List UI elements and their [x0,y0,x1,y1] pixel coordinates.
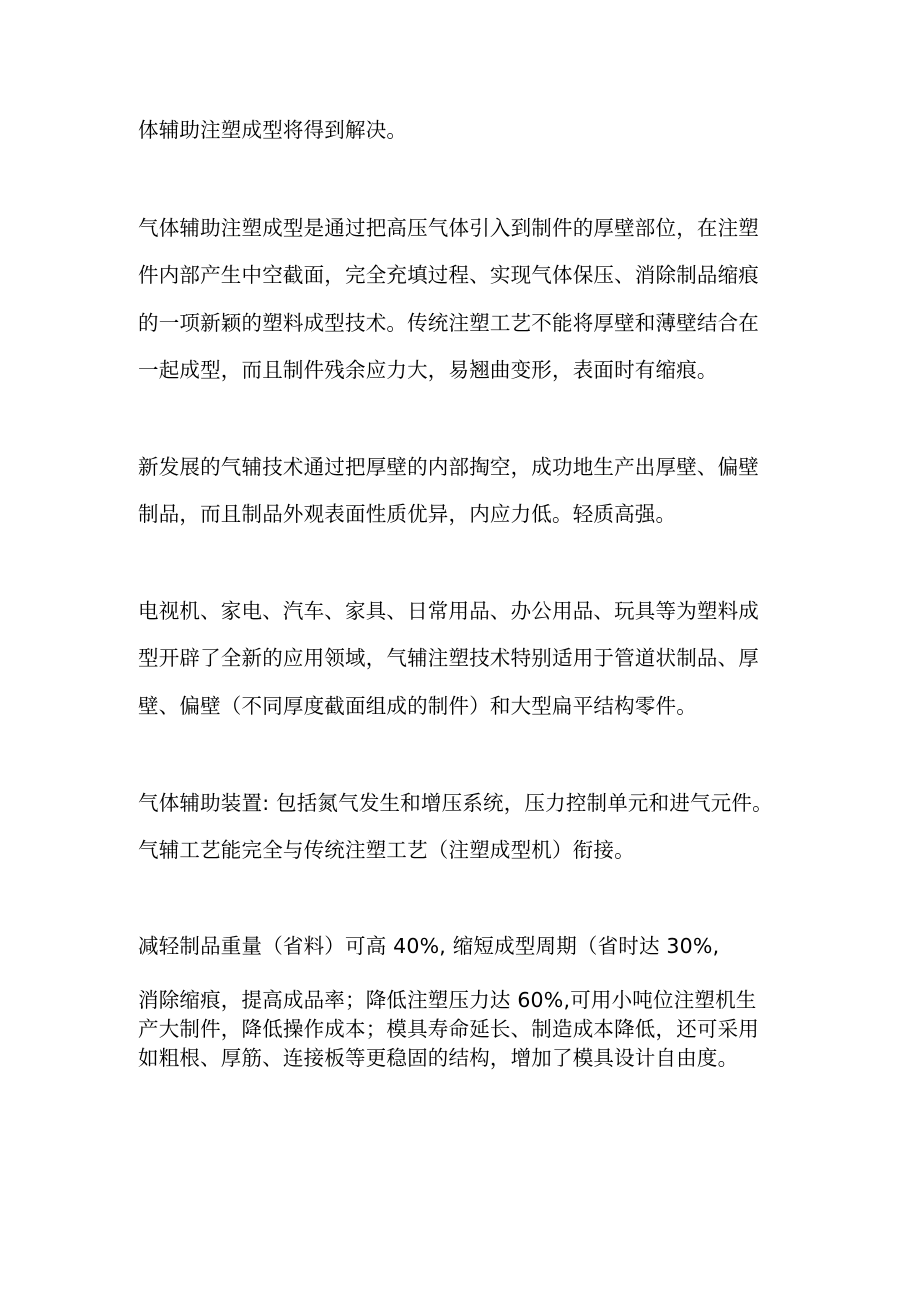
paragraph-5-line-2: 气辅工艺能完全与传统注塑工艺（注塑成型机）衔接。 [138,838,635,862]
paragraph-1-line-1: 体辅助注塑成型将得到解决。 [138,118,408,142]
paragraph-6-line-1: 减轻制品重量（省料）可高 40%, 缩短成型周期（省时达 30%, [138,934,720,958]
paragraph-4-line-1: 电视机、家电、汽车、家具、日常用品、办公用品、玩具等为塑料成 [138,599,759,623]
paragraph-4-line-2: 型开辟了全新的应用领域，气辅注塑技术特别适用于管道状制品、厚 [138,646,759,670]
paragraph-4-line-3: 壁、偏壁（不同厚度截面组成的制件）和大型扁平结构零件。 [138,694,697,718]
paragraph-5-line-1: 气体辅助装置: 包括氮气发生和增压系统，压力控制单元和进气元件。 [138,791,773,815]
paragraph-3-line-1: 新发展的气辅技术通过把厚壁的内部掏空，成功地生产出厚壁、偏壁 [138,455,759,479]
paragraph-7-line-1: 消除缩痕，提高成品率；降低注塑压力达 60%,可用小吨位注塑机生 [138,988,757,1012]
paragraph-7-line-3: 如粗根、厚筋、连接板等更稳固的结构，增加了模具设计自由度。 [138,1046,739,1070]
paragraph-2-line-2: 件内部产生中空截面，完全充填过程、实现气体保压、消除制品缩痕 [138,263,759,287]
paragraph-3-line-2: 制品，而且制品外观表面性质优异，内应力低。轻质高强。 [138,502,677,526]
paragraph-2-line-3: 的一项新颖的塑料成型技术。传统注塑工艺不能将厚壁和薄壁结合在 [138,311,759,335]
paragraph-7-line-2: 产大制件，降低操作成本；模具寿命延长、制造成本降低，还可采用 [138,1017,759,1041]
paragraph-2-line-1: 气体辅助注塑成型是通过把高压气体引入到制件的厚壁部位，在注塑 [138,216,759,240]
paragraph-2-line-4: 一起成型，而且制件残余应力大，易翘曲变形，表面时有缩痕。 [138,358,718,382]
